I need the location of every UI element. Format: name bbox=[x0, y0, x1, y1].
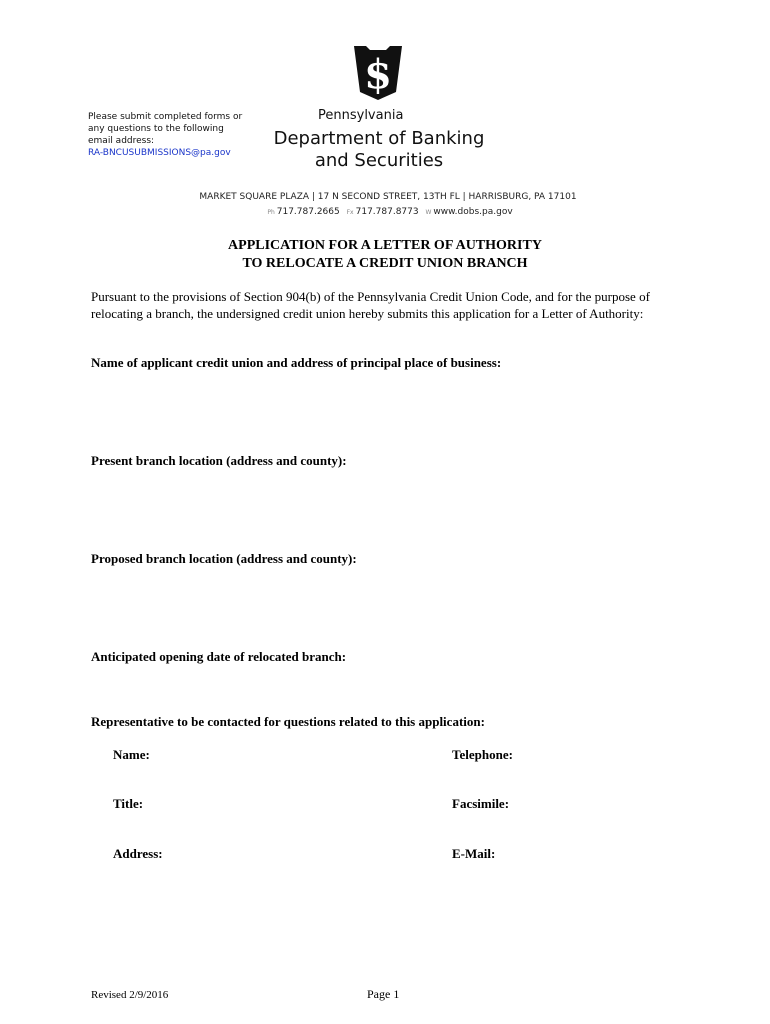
rep-address-label: Address: bbox=[113, 846, 163, 861]
contact-line bbox=[0, 207, 770, 217]
opening-date-label: Anticipated opening date of relocated branch: bbox=[91, 649, 347, 664]
form-title-line-1: APPLICATION FOR A LETTER OF AUTHORITY bbox=[228, 238, 542, 253]
keystone-dollar-logo-icon bbox=[352, 44, 404, 102]
applicant-label: Name of applicant credit union and address of principal place of business: bbox=[91, 355, 502, 370]
note-line-2: any questions to the following bbox=[88, 124, 224, 134]
rep-title-label: Title: bbox=[113, 796, 144, 811]
intro-paragraph: Pursuant to the provisions of Section 904(b) of the Pennsylvania Credit Union Code, and for the purpose of relocating a branch, the undersigned credit union hereby submits this application for a Letter of Authority: bbox=[91, 289, 650, 321]
dept-name-line-1: Department of Banking bbox=[273, 128, 485, 149]
rep-facsimile-label: Facsimile: bbox=[452, 796, 510, 811]
web-label: W bbox=[425, 209, 432, 216]
revised-date: Revised 2/9/2016 bbox=[91, 989, 169, 1001]
proposed-location-label: Proposed branch location (address and county): bbox=[91, 551, 357, 566]
submission-email-link[interactable]: RA-BNCUSUBMISSIONS@pa.gov bbox=[88, 148, 231, 158]
rep-name-label: Name: bbox=[113, 747, 150, 762]
rep-email-label: E-Mail: bbox=[452, 846, 496, 861]
page-number: Page 1 bbox=[367, 987, 400, 1001]
form-title-line-2: TO RELOCATE A CREDIT UNION BRANCH bbox=[242, 256, 528, 271]
fax-number: 717.787.8773 bbox=[355, 207, 419, 217]
form-title bbox=[0, 237, 770, 273]
website-link[interactable]: www.dobs.pa.gov bbox=[433, 207, 513, 217]
rep-telephone-label: Telephone: bbox=[452, 747, 513, 762]
submission-note bbox=[88, 111, 258, 159]
dept-state: Pennsylvania bbox=[318, 108, 404, 123]
svg-text:$: $ bbox=[364, 51, 392, 98]
present-location-label: Present branch location (address and county): bbox=[91, 453, 347, 468]
phone-label: Ph bbox=[267, 209, 275, 216]
note-line-3: email address: bbox=[88, 136, 155, 146]
fax-label: Fx bbox=[346, 209, 354, 216]
dept-name bbox=[268, 128, 490, 172]
phone-number: 717.787.2665 bbox=[276, 207, 340, 217]
office-address: MARKET SQUARE PLAZA | 17 N SECOND STREET, 13TH FL | HARRISBURG, PA 17101 bbox=[199, 192, 577, 202]
dept-name-line-2: and Securities bbox=[314, 150, 444, 171]
representative-label: Representative to be contacted for questions related to this application: bbox=[91, 714, 485, 729]
note-line-1: Please submit completed forms or bbox=[88, 112, 243, 122]
